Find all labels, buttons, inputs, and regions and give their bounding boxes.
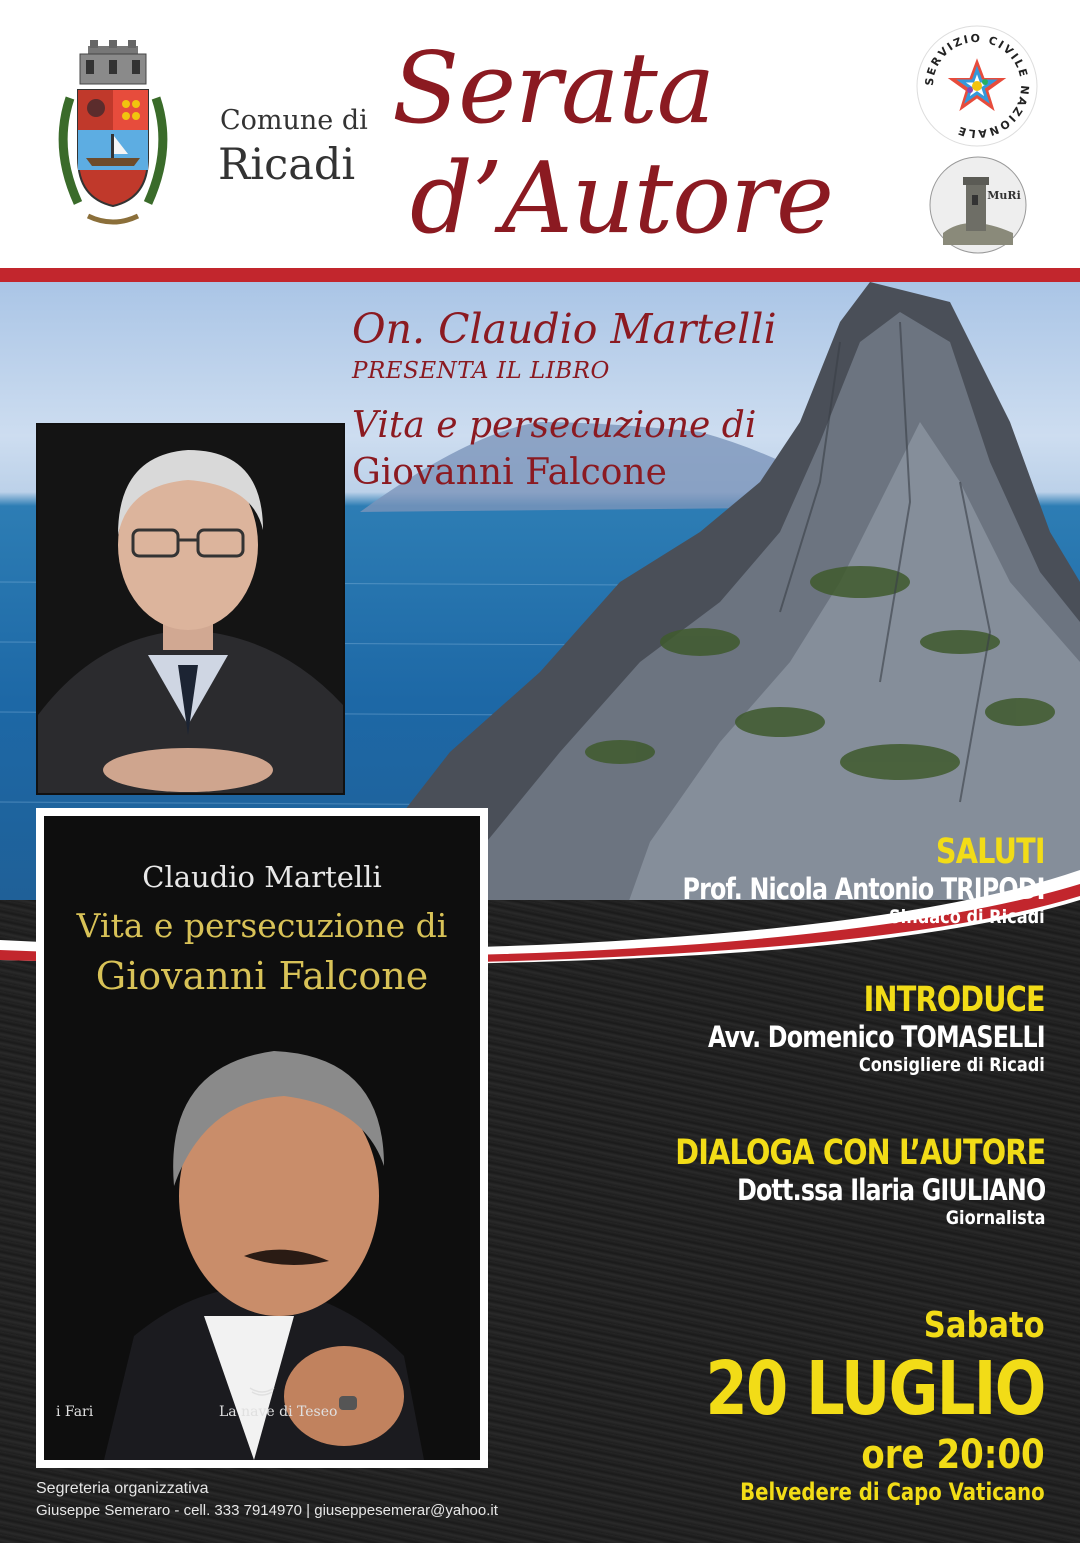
comune-label: Comune di: [220, 105, 368, 136]
poster-header: [0, 0, 1080, 272]
introduce-role: Consigliere di Ricadi: [859, 1054, 1045, 1076]
dialoga-heading: DIALOGA CON L’AUTORE: [674, 1133, 1045, 1173]
header-divider: [0, 268, 1080, 282]
servizio-civile-logo: [915, 24, 1039, 148]
muri-logo: [928, 155, 1028, 255]
book-title-line2: Giovanni Falcone: [352, 452, 667, 493]
presents-label: PRESENTA IL LIBRO: [352, 358, 610, 384]
saluti-block: [603, 832, 1045, 928]
event-date: 20 LUGLIO: [705, 1346, 1045, 1432]
servizio-civile-logo-text: SERVIZIO CIVILE NAZIONALE: [922, 31, 1032, 141]
muri-logo-text: MuRi: [987, 189, 1021, 202]
event-time: ore 20:00: [861, 1432, 1045, 1478]
event-venue: Belvedere di Capo Vaticano: [740, 1478, 1045, 1506]
book-cover: [36, 808, 488, 1468]
speaker-portrait: [36, 423, 345, 795]
speaker-name: On. Claudio Martelli: [352, 305, 777, 353]
book-series: i Fari: [56, 1404, 94, 1420]
book-author: Claudio Martelli: [142, 860, 382, 894]
introduce-name: Avv. Domenico TOMASELLI: [708, 1020, 1045, 1054]
introduce-heading: INTRODUCE: [863, 980, 1045, 1020]
footer-contact: Giuseppe Semeraro - cell. 333 7914970 | giuseppesemerar@yahoo.it: [36, 1502, 498, 1519]
book-cover-title-line2: Giovanni Falcone: [95, 954, 429, 998]
event-title-line2: d’Autore: [410, 142, 833, 256]
speaker-photo: [38, 425, 343, 793]
comune-crest-icon: [48, 38, 178, 238]
dialoga-role: Giornalista: [945, 1207, 1045, 1229]
event-date-block: [631, 1305, 1045, 1506]
book-cover-title-line1: Vita e persecuzione di: [76, 906, 448, 945]
dialoga-block: [594, 1133, 1045, 1229]
publisher-ship-icon: [248, 1384, 276, 1398]
introduce-block: [634, 980, 1045, 1076]
saluti-name: Prof. Nicola Antonio TRIPODI: [682, 872, 1045, 906]
saluti-role: Sindaco di Ricadi: [889, 906, 1045, 928]
book-cover-inner: [44, 816, 480, 1460]
book-title-line1: Vita e persecuzione di: [352, 405, 757, 446]
dialoga-name: Dott.ssa Ilaria GIULIANO: [736, 1173, 1045, 1207]
book-publisher: La nave di Teseo: [219, 1404, 338, 1420]
saluti-heading: SALUTI: [936, 832, 1045, 872]
event-day: Sabato: [924, 1305, 1045, 1346]
comune-name: Ricadi: [218, 140, 356, 190]
footer-label: Segreteria organizzativa: [36, 1480, 209, 1497]
event-title-line1: Serata: [392, 32, 715, 146]
